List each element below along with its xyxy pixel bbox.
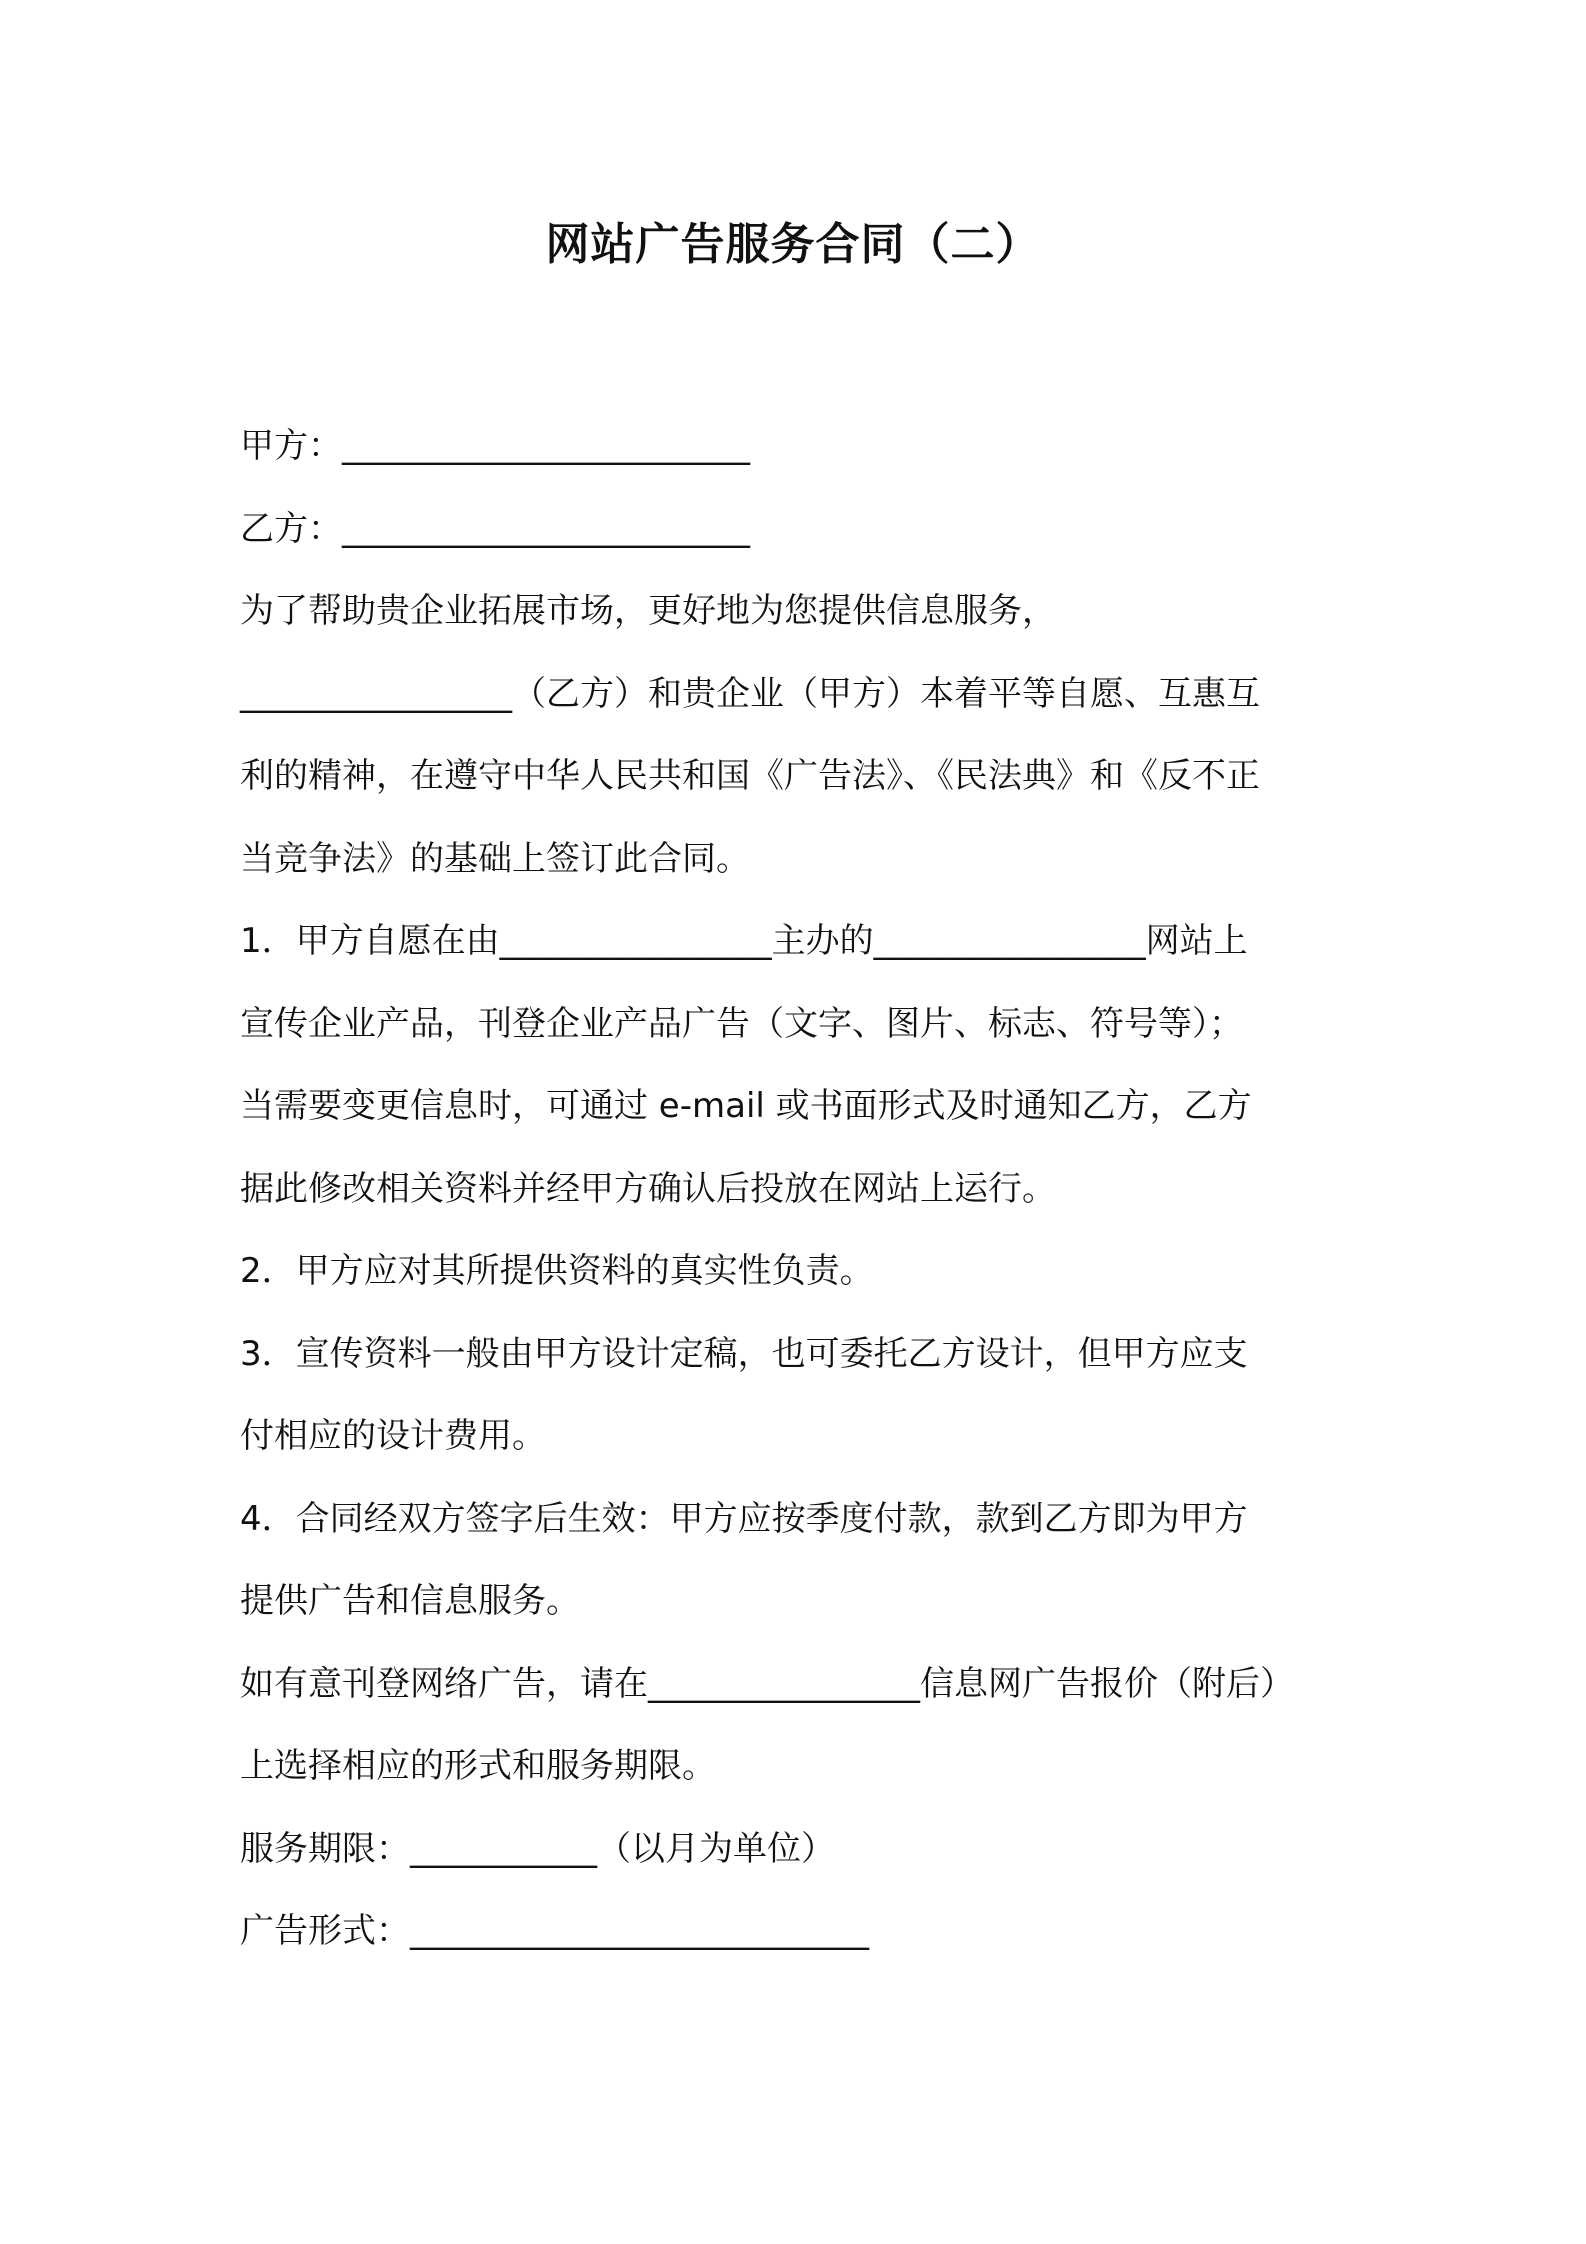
clause-3-line-2: 付相应的设计费用。 (240, 1416, 546, 1456)
service-term-line: 服务期限：___________（以月为单位） (240, 1828, 835, 1869)
pricing-line-1: 如有意刊登网络广告，请在________________信息网广告报价（附后） (240, 1663, 1294, 1704)
intro-line-4: 当竞争法》的基础上签订此合同。 (240, 838, 750, 879)
intro-line-1: 为了帮助贵企业拓展市场，更好地为您提供信息服务， (240, 591, 1056, 631)
party-a-line: 甲方：________________________ (240, 426, 750, 466)
clause-3-line-1: 3．宣传资料一般由甲方设计定稿，也可委托乙方设计，但甲方应支 (240, 1333, 1248, 1374)
document-title: 网站广告服务合同（二） (545, 219, 1041, 270)
party-b-line: 乙方：________________________ (240, 508, 750, 549)
clause-1-line-3: 当需要变更信息时，可通过 e-mail 或书面形式及时通知乙方，乙方 (240, 1086, 1252, 1126)
ad-format-line: 广告形式：___________________________ (240, 1911, 869, 1951)
clause-4-line-2: 提供广告和信息服务。 (240, 1581, 580, 1621)
clause-1-line-4: 据此修改相关资料并经甲方确认后投放在网站上运行。 (240, 1168, 1056, 1209)
clause-1-line-1: 1．甲方自愿在由________________主办的________________网站上 (240, 921, 1248, 961)
clause-4-line-1: 4．合同经双方签字后生效：甲方应按季度付款，款到乙方即为甲方 (240, 1498, 1248, 1539)
intro-line-2: ________________（乙方）和贵企业（甲方）本着平等自愿、互惠互 (240, 673, 1260, 714)
clause-1-line-2: 宣传企业产品，刊登企业产品广告（文字、图片、标志、符号等）； (240, 1003, 1243, 1044)
pricing-line-2: 上选择相应的形式和服务期限。 (240, 1746, 716, 1786)
intro-line-3: 利的精神，在遵守中华人民共和国《广告法》、《民法典》和《反不正 (240, 756, 1260, 796)
clause-2-line-1: 2．甲方应对其所提供资料的真实性负责。 (240, 1251, 874, 1291)
document-body (240, 405, 1360, 1973)
